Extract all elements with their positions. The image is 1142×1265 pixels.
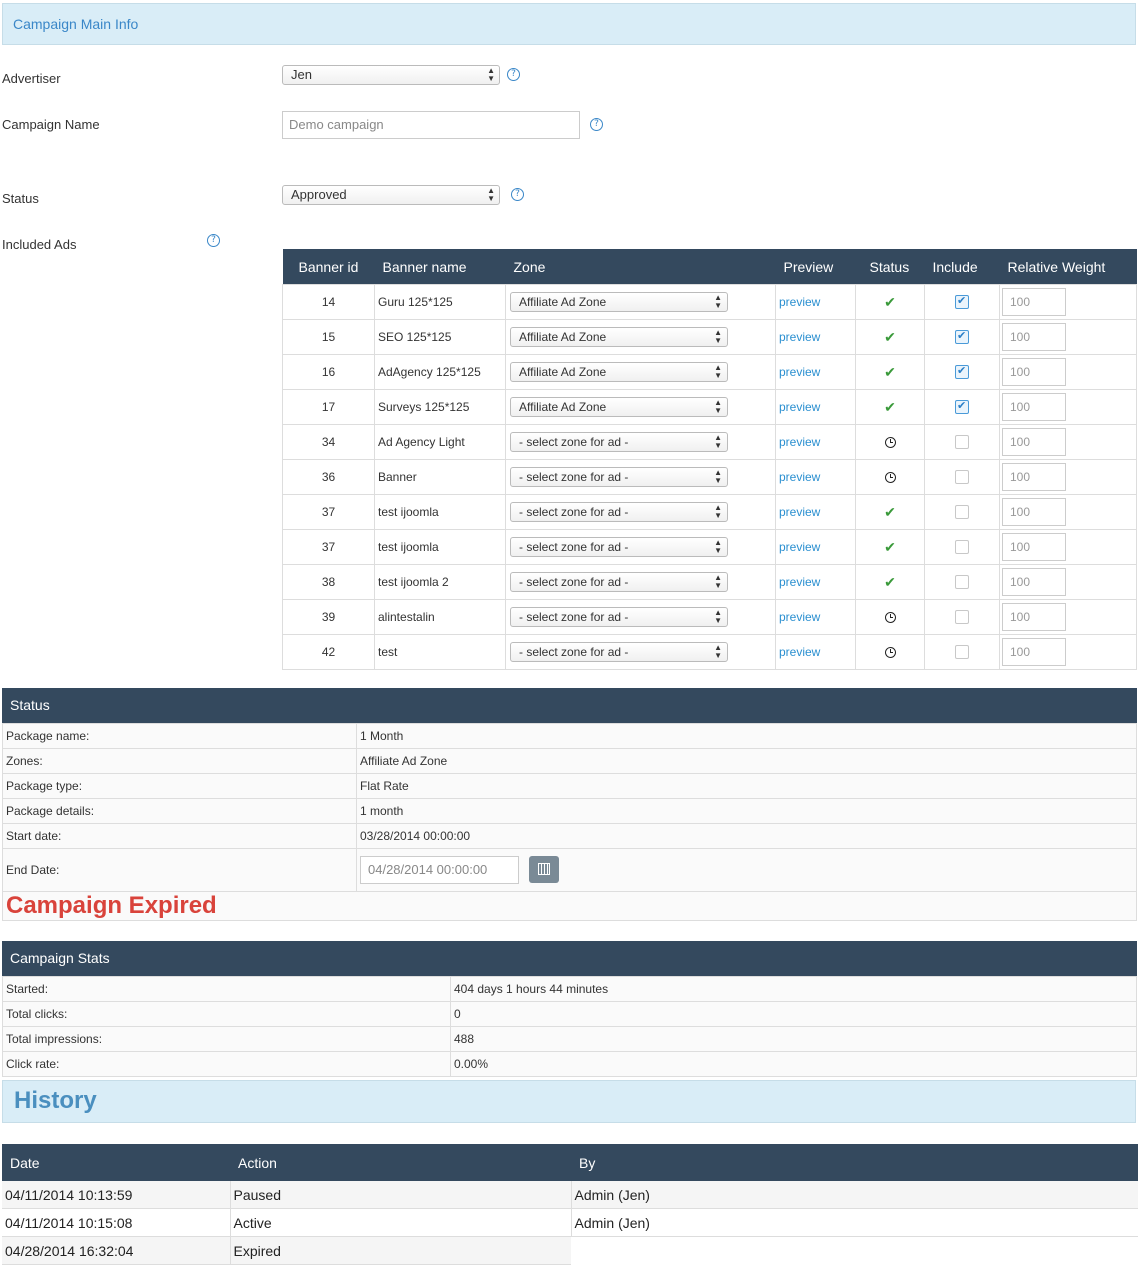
col-action: Action xyxy=(230,1144,571,1181)
table-row xyxy=(283,460,1137,495)
weight-input[interactable]: 100 xyxy=(1002,603,1066,631)
end-date-label: End Date: xyxy=(3,849,357,892)
zone-cell xyxy=(506,285,776,320)
preview-cell xyxy=(776,495,856,530)
zone-cell xyxy=(506,355,776,390)
banner-name: test ijoomla xyxy=(375,530,506,565)
zone-select[interactable] xyxy=(510,607,728,627)
preview-link[interactable]: preview xyxy=(779,540,821,554)
zone-value: - select zone for ad - xyxy=(519,470,629,484)
zone-cell xyxy=(506,565,776,600)
table-row xyxy=(283,425,1137,460)
calendar-icon xyxy=(538,863,550,875)
banner-id: 16 xyxy=(283,355,375,390)
zone-select[interactable] xyxy=(510,292,728,312)
zone-select[interactable] xyxy=(510,642,728,662)
package-type-label: Package type: xyxy=(3,774,357,799)
preview-link[interactable]: preview xyxy=(779,400,821,414)
table-row xyxy=(2,1181,1138,1209)
preview-cell xyxy=(776,285,856,320)
banner-name: test xyxy=(375,635,506,670)
package-details-label: Package details: xyxy=(3,799,357,824)
check-icon: ✔ xyxy=(884,363,896,380)
include-cell xyxy=(925,600,1000,635)
stats-value: 0 xyxy=(451,1002,1137,1027)
weight-cell xyxy=(1000,355,1137,390)
weight-cell xyxy=(1000,320,1137,355)
package-details-value: 1 month xyxy=(357,799,1137,824)
banner-name: Banner xyxy=(375,460,506,495)
include-checkbox[interactable] xyxy=(955,470,969,484)
include-cell xyxy=(925,390,1000,425)
banner-id: 37 xyxy=(283,530,375,565)
stats-label: Started: xyxy=(3,977,451,1002)
status-cell xyxy=(856,425,925,460)
status-cell xyxy=(856,355,925,390)
table-row xyxy=(3,799,1137,824)
preview-link[interactable]: preview xyxy=(779,365,821,379)
clock-icon xyxy=(885,472,896,483)
banner-id: 39 xyxy=(283,600,375,635)
status-panel xyxy=(2,688,1137,921)
history-table xyxy=(2,1144,1138,1265)
status-cell xyxy=(856,565,925,600)
include-checkbox[interactable] xyxy=(955,330,969,344)
weight-input[interactable]: 100 xyxy=(1002,463,1066,491)
include-cell xyxy=(925,495,1000,530)
start-date-value: 03/28/2014 00:00:00 xyxy=(357,824,1137,849)
included-ads-table xyxy=(282,249,1137,670)
clock-icon xyxy=(885,437,896,448)
select-arrows-icon: ▲ ▼ xyxy=(714,503,722,520)
zone-select[interactable] xyxy=(510,397,728,417)
weight-input[interactable]: 100 xyxy=(1002,568,1066,596)
check-icon: ✔ xyxy=(884,328,896,345)
zone-cell xyxy=(506,635,776,670)
include-cell xyxy=(925,530,1000,565)
stats-value: 488 xyxy=(451,1027,1137,1052)
banner-name: Ad Agency Light xyxy=(375,425,506,460)
weight-cell xyxy=(1000,495,1137,530)
calendar-button[interactable] xyxy=(529,856,559,883)
table-row xyxy=(283,565,1137,600)
select-arrows-icon: ▲ ▼ xyxy=(714,538,722,555)
weight-input[interactable]: 100 xyxy=(1002,393,1066,421)
check-icon: ✔ xyxy=(884,573,896,590)
include-cell xyxy=(925,565,1000,600)
package-type-value: Flat Rate xyxy=(357,774,1137,799)
select-arrows-icon: ▲ ▼ xyxy=(714,398,722,415)
table-row xyxy=(3,774,1137,799)
weight-input[interactable]: 100 xyxy=(1002,323,1066,351)
history-title: History xyxy=(14,1087,97,1114)
banner-id: 14 xyxy=(283,285,375,320)
section-header-history xyxy=(2,1080,1136,1123)
select-arrows-icon: ▲ ▼ xyxy=(714,468,722,485)
col-relative-weight: Relative Weight xyxy=(1000,249,1137,285)
weight-cell xyxy=(1000,390,1137,425)
table-row xyxy=(283,285,1137,320)
stats-panel-title: Campaign Stats xyxy=(2,941,1137,976)
col-banner-name: Banner name xyxy=(375,249,506,285)
include-checkbox[interactable] xyxy=(955,575,969,589)
zone-value: - select zone for ad - xyxy=(519,575,629,589)
banner-id: 42 xyxy=(283,635,375,670)
campaign-name-input[interactable] xyxy=(282,111,580,139)
table-row xyxy=(283,530,1137,565)
end-date-value: 04/28/2014 00:00:00 xyxy=(368,862,488,877)
stats-value: 404 days 1 hours 44 minutes xyxy=(451,977,1137,1002)
history-by xyxy=(571,1237,1138,1265)
table-row xyxy=(3,724,1137,749)
table-row xyxy=(283,600,1137,635)
end-date-cell xyxy=(357,849,1137,892)
select-arrows-icon: ▲ ▼ xyxy=(487,186,495,203)
table-row xyxy=(3,892,1137,921)
status-select[interactable] xyxy=(282,185,500,205)
table-row xyxy=(3,1052,1137,1077)
check-icon: ✔ xyxy=(884,398,896,415)
start-date-label: Start date: xyxy=(3,824,357,849)
history-date: 04/28/2014 16:32:04 xyxy=(2,1237,230,1265)
zone-select[interactable] xyxy=(510,432,728,452)
weight-input[interactable]: 100 xyxy=(1002,533,1066,561)
banner-id: 36 xyxy=(283,460,375,495)
col-by: By xyxy=(571,1144,1138,1181)
preview-cell xyxy=(776,565,856,600)
zones-label: Zones: xyxy=(3,749,357,774)
stats-label: Click rate: xyxy=(3,1052,451,1077)
table-row xyxy=(2,1209,1138,1237)
select-arrows-icon: ▲ ▼ xyxy=(487,66,495,83)
preview-link[interactable]: preview xyxy=(779,330,821,344)
weight-cell xyxy=(1000,285,1137,320)
clock-icon xyxy=(885,647,896,658)
table-row xyxy=(3,1002,1137,1027)
weight-cell xyxy=(1000,635,1137,670)
select-arrows-icon: ▲ ▼ xyxy=(714,293,722,310)
preview-cell xyxy=(776,390,856,425)
zone-cell xyxy=(506,425,776,460)
end-date-input[interactable] xyxy=(360,856,519,884)
include-cell xyxy=(925,460,1000,495)
history-action: Active xyxy=(230,1209,571,1237)
preview-cell xyxy=(776,355,856,390)
preview-link[interactable]: preview xyxy=(779,470,821,484)
clock-icon xyxy=(885,612,896,623)
section-title: Campaign Main Info xyxy=(13,16,139,32)
history-by: Admin (Jen) xyxy=(571,1209,1138,1237)
status-cell xyxy=(856,320,925,355)
history-action: Expired xyxy=(230,1237,571,1265)
include-checkbox[interactable] xyxy=(955,540,969,554)
include-checkbox[interactable] xyxy=(955,365,969,379)
preview-cell xyxy=(776,635,856,670)
campaign-stats-panel xyxy=(2,941,1137,1077)
table-row xyxy=(283,390,1137,425)
banner-name: AdAgency 125*125 xyxy=(375,355,506,390)
status-label: Status xyxy=(2,191,39,206)
col-date: Date xyxy=(2,1144,230,1181)
included-ads-label: Included Ads xyxy=(2,237,77,252)
zone-value: - select zone for ad - xyxy=(519,610,629,624)
include-checkbox[interactable] xyxy=(955,295,969,309)
banner-id: 38 xyxy=(283,565,375,600)
select-arrows-icon: ▲ ▼ xyxy=(714,608,722,625)
banner-name: test ijoomla 2 xyxy=(375,565,506,600)
banner-name: Guru 125*125 xyxy=(375,285,506,320)
zone-value: - select zone for ad - xyxy=(519,540,629,554)
section-header-main-info xyxy=(2,3,1136,45)
zone-cell xyxy=(506,530,776,565)
zone-cell xyxy=(506,390,776,425)
zone-select[interactable] xyxy=(510,502,728,522)
zone-select[interactable] xyxy=(510,467,728,487)
status-cell xyxy=(856,285,925,320)
status-cell xyxy=(856,390,925,425)
banner-id: 37 xyxy=(283,495,375,530)
status-table xyxy=(2,723,1137,921)
include-cell xyxy=(925,425,1000,460)
status-cell xyxy=(856,635,925,670)
campaign-name-label: Campaign Name xyxy=(2,117,100,132)
include-checkbox[interactable] xyxy=(955,610,969,624)
campaign-expired-text: Campaign Expired xyxy=(6,892,217,919)
table-row xyxy=(3,849,1137,892)
table-row xyxy=(283,320,1137,355)
weight-cell xyxy=(1000,460,1137,495)
advertiser-value: Jen xyxy=(291,67,312,82)
weight-input[interactable]: 100 xyxy=(1002,638,1066,666)
stats-value: 0.00% xyxy=(451,1052,1137,1077)
status-panel-title: Status xyxy=(2,688,1137,723)
preview-cell xyxy=(776,530,856,565)
zone-cell xyxy=(506,460,776,495)
advertiser-select[interactable] xyxy=(282,65,500,85)
status-value: Approved xyxy=(291,187,347,202)
include-cell xyxy=(925,635,1000,670)
zone-value: Affiliate Ad Zone xyxy=(519,400,607,414)
campaign-name-placeholder: Demo campaign xyxy=(289,117,384,132)
help-icon[interactable]: ? xyxy=(207,234,220,247)
check-icon: ✔ xyxy=(884,538,896,555)
help-icon[interactable]: ? xyxy=(507,68,520,81)
include-cell xyxy=(925,320,1000,355)
preview-cell xyxy=(776,600,856,635)
select-arrows-icon: ▲ ▼ xyxy=(714,573,722,590)
preview-cell xyxy=(776,320,856,355)
banner-id: 15 xyxy=(283,320,375,355)
status-cell xyxy=(856,530,925,565)
zone-value: - select zone for ad - xyxy=(519,505,629,519)
help-icon[interactable]: ? xyxy=(590,118,603,131)
include-checkbox[interactable] xyxy=(955,505,969,519)
stats-table xyxy=(2,976,1137,1077)
banner-name: SEO 125*125 xyxy=(375,320,506,355)
check-icon: ✔ xyxy=(884,503,896,520)
preview-link[interactable]: preview xyxy=(779,295,821,309)
weight-cell xyxy=(1000,565,1137,600)
weight-input[interactable]: 100 xyxy=(1002,288,1066,316)
history-by: Admin (Jen) xyxy=(571,1181,1138,1209)
stats-label: Total impressions: xyxy=(3,1027,451,1052)
preview-link[interactable]: preview xyxy=(779,505,821,519)
select-arrows-icon: ▲ ▼ xyxy=(714,363,722,380)
banner-name: test ijoomla xyxy=(375,495,506,530)
zone-value: Affiliate Ad Zone xyxy=(519,365,607,379)
table-row xyxy=(3,977,1137,1002)
include-checkbox[interactable] xyxy=(955,400,969,414)
table-row xyxy=(3,1027,1137,1052)
preview-link[interactable]: preview xyxy=(779,435,821,449)
status-cell xyxy=(856,600,925,635)
col-include: Include xyxy=(925,249,1000,285)
weight-input[interactable]: 100 xyxy=(1002,358,1066,386)
zone-select[interactable] xyxy=(510,537,728,557)
history-date: 04/11/2014 10:15:08 xyxy=(2,1209,230,1237)
include-cell xyxy=(925,285,1000,320)
zone-cell xyxy=(506,320,776,355)
banner-name: Surveys 125*125 xyxy=(375,390,506,425)
weight-input[interactable]: 100 xyxy=(1002,428,1066,456)
zone-select[interactable] xyxy=(510,362,728,382)
table-row xyxy=(3,824,1137,849)
stats-label: Total clicks: xyxy=(3,1002,451,1027)
history-action: Paused xyxy=(230,1181,571,1209)
col-status: Status xyxy=(856,249,925,285)
col-preview: Preview xyxy=(776,249,856,285)
table-row xyxy=(2,1237,1138,1265)
zone-cell xyxy=(506,495,776,530)
preview-link[interactable]: preview xyxy=(779,645,821,659)
preview-cell xyxy=(776,460,856,495)
col-zone: Zone xyxy=(506,249,776,285)
status-cell xyxy=(856,460,925,495)
package-name-link[interactable]: 1 Month xyxy=(357,724,1137,749)
table-row xyxy=(283,495,1137,530)
table-row xyxy=(3,749,1137,774)
table-header-row xyxy=(2,1144,1138,1181)
zone-select[interactable] xyxy=(510,572,728,592)
zone-value: - select zone for ad - xyxy=(519,645,629,659)
zone-value: Affiliate Ad Zone xyxy=(519,330,607,344)
table-header-row xyxy=(283,249,1137,285)
zone-select[interactable] xyxy=(510,327,728,347)
zones-link[interactable]: Affiliate Ad Zone xyxy=(357,749,1137,774)
table-row xyxy=(283,635,1137,670)
weight-cell xyxy=(1000,530,1137,565)
status-cell xyxy=(856,495,925,530)
include-cell xyxy=(925,355,1000,390)
table-row xyxy=(283,355,1137,390)
weight-cell xyxy=(1000,425,1137,460)
package-name-label: Package name: xyxy=(3,724,357,749)
select-arrows-icon: ▲ ▼ xyxy=(714,433,722,450)
select-arrows-icon: ▲ ▼ xyxy=(714,643,722,660)
advertiser-label: Advertiser xyxy=(2,71,61,86)
banner-id: 17 xyxy=(283,390,375,425)
help-icon[interactable]: ? xyxy=(511,188,524,201)
include-checkbox[interactable] xyxy=(955,645,969,659)
expired-cell xyxy=(3,892,1137,921)
select-arrows-icon: ▲ ▼ xyxy=(714,328,722,345)
check-icon: ✔ xyxy=(884,293,896,310)
weight-input[interactable]: 100 xyxy=(1002,498,1066,526)
weight-cell xyxy=(1000,600,1137,635)
zone-value: - select zone for ad - xyxy=(519,435,629,449)
zone-value: Affiliate Ad Zone xyxy=(519,295,607,309)
banner-id: 34 xyxy=(283,425,375,460)
preview-cell xyxy=(776,425,856,460)
preview-link[interactable]: preview xyxy=(779,610,821,624)
include-checkbox[interactable] xyxy=(955,435,969,449)
banner-name: alintestalin xyxy=(375,600,506,635)
preview-link[interactable]: preview xyxy=(779,575,821,589)
zone-cell xyxy=(506,600,776,635)
col-banner-id: Banner id xyxy=(283,249,375,285)
history-date: 04/11/2014 10:13:59 xyxy=(2,1181,230,1209)
